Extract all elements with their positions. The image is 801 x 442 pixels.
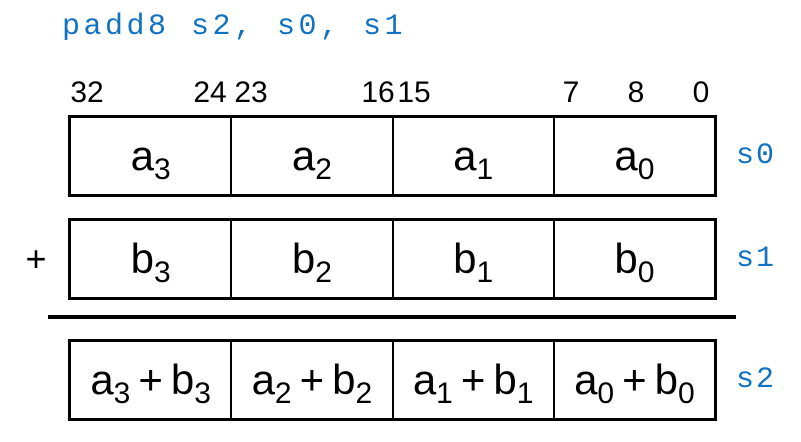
operand-base: a — [251, 356, 275, 403]
operand-base: a — [614, 132, 638, 179]
operand-subscript: 2 — [315, 153, 332, 186]
operand-base: a — [130, 132, 154, 179]
operand-base: b — [614, 235, 638, 282]
register-row-s1 — [68, 218, 777, 300]
operand-subscript: 3 — [153, 153, 171, 186]
operand-base: b — [453, 235, 477, 282]
operand-b3 — [130, 235, 171, 289]
operand-subscript: 0 — [678, 377, 695, 410]
bit-label-16: 16 — [361, 76, 395, 109]
operand-base: b — [654, 356, 678, 403]
sum-rule-line — [48, 315, 736, 319]
register-cell-a1 — [392, 118, 553, 194]
register-box-s0 — [68, 115, 717, 197]
register-cell-b0 — [553, 221, 714, 297]
operand-b0 — [614, 235, 655, 289]
operand-base: a — [291, 132, 316, 179]
operand-base: a — [90, 356, 114, 403]
operand-a3 — [130, 132, 171, 186]
register-cell-sum3 — [71, 342, 230, 418]
operand-a0 — [614, 132, 655, 186]
bit-label-8: 8 — [627, 76, 645, 109]
operand-base: b — [291, 235, 316, 282]
operand-base: a — [574, 356, 598, 403]
operand-subscript: 3 — [113, 377, 131, 410]
register-cell-sum2 — [230, 342, 391, 418]
register-box-s2 — [68, 339, 717, 421]
operand-a1 — [453, 132, 494, 186]
plus-sign: + — [460, 356, 486, 403]
bit-label-23: 23 — [234, 76, 268, 109]
register-row-s0 — [68, 115, 777, 197]
operand-subscript: 2 — [315, 256, 332, 289]
operand-subscript: 0 — [597, 377, 615, 410]
plus-sign: + — [138, 356, 163, 403]
register-cell-a2 — [230, 118, 391, 194]
plus-sign: + — [622, 356, 647, 403]
register-label-s2: s2 — [736, 363, 777, 397]
register-cell-b1 — [392, 221, 553, 297]
register-cell-sum1 — [392, 342, 553, 418]
plus-sign: + — [299, 356, 325, 403]
bit-label-15: 15 — [397, 76, 431, 109]
operand-subscript: 1 — [436, 377, 453, 410]
operand-subscript: 2 — [274, 377, 292, 410]
operand-subscript: 0 — [637, 153, 655, 186]
operand-b2 — [291, 235, 332, 289]
instruction-text: padd8 s2, s0, s1 — [62, 10, 407, 44]
sum-expression-3 — [90, 356, 211, 410]
register-cell-a0 — [553, 118, 714, 194]
operand-subscript: 1 — [516, 377, 534, 410]
register-cell-a3 — [71, 118, 230, 194]
operand-base: a — [453, 132, 477, 179]
register-row-s2 — [68, 339, 777, 421]
bit-label-32: 32 — [70, 76, 104, 109]
register-cell-b3 — [71, 221, 230, 297]
bit-label-0: 0 — [692, 76, 710, 109]
operand-subscript: 1 — [476, 153, 494, 186]
operand-subscript: 2 — [355, 377, 373, 410]
operand-base: a — [412, 356, 437, 403]
register-label-s1: s1 — [736, 242, 777, 276]
operand-base: b — [332, 356, 356, 403]
sum-expression-1 — [412, 356, 534, 410]
operand-base: b — [493, 356, 517, 403]
operand-base: b — [170, 356, 195, 403]
bit-label-24: 24 — [193, 76, 227, 109]
bit-label-7: 7 — [562, 76, 580, 109]
operand-base: b — [130, 235, 154, 282]
register-box-s1 — [68, 218, 717, 300]
operand-b1 — [453, 235, 494, 289]
register-cell-sum0 — [553, 342, 714, 418]
operand-a2 — [291, 132, 332, 186]
sum-expression-0 — [574, 356, 695, 410]
operand-subscript: 1 — [476, 256, 494, 289]
plus-operator: + — [25, 238, 47, 279]
operand-subscript: 3 — [194, 377, 211, 410]
register-label-s0: s0 — [736, 139, 777, 173]
operand-subscript: 0 — [637, 256, 655, 289]
register-cell-b2 — [230, 221, 391, 297]
sum-expression-2 — [251, 356, 373, 410]
operand-subscript: 3 — [153, 256, 171, 289]
